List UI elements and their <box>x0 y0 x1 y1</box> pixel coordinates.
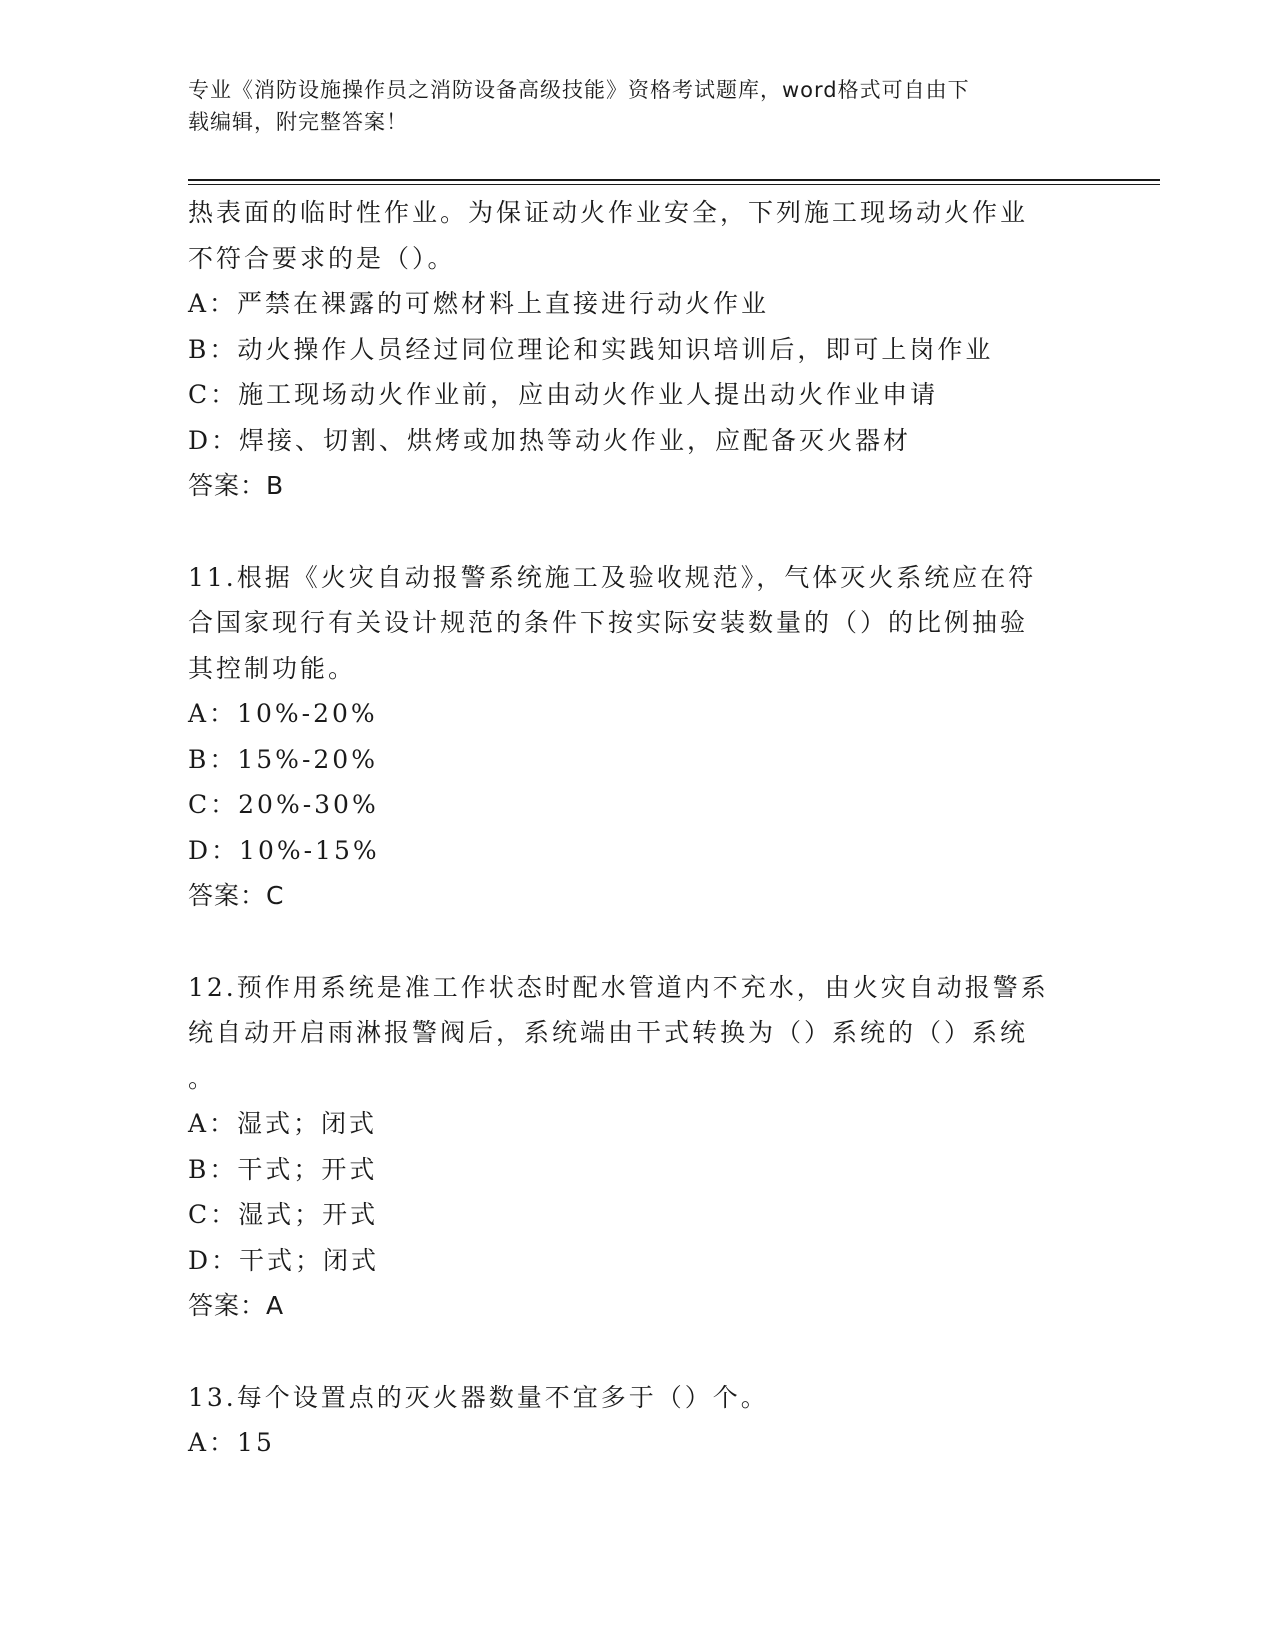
question-13 <box>188 1375 1088 1466</box>
option-c: C：湿式；开式 <box>188 1200 379 1229</box>
option-c: C：施工现场动火作业前，应由动火作业人提出动火作业申请 <box>188 380 939 409</box>
option-b: B：干式；开式 <box>188 1154 378 1184</box>
question-11 <box>188 555 1088 919</box>
answer-line: 答案：C <box>188 881 285 910</box>
page-header <box>188 74 1068 138</box>
option-d: D：10%-15% <box>188 835 380 865</box>
question-text-line: 其控制功能。 <box>188 653 357 683</box>
spacer <box>188 509 1088 555</box>
option-d: D：干式；闭式 <box>188 1245 380 1275</box>
question-text-line: 12.预作用系统是准工作状态时配水管道内不充水，由火灾自动报警系 <box>188 972 1049 1002</box>
question-text-line: 11.根据《火灾自动报警系统施工及验收规范》，气体灭火系统应在符 <box>188 562 1037 592</box>
option-b: B：15%-20% <box>188 744 378 774</box>
spacer <box>188 919 1088 965</box>
header-line-1: 专业《消防设施操作员之消防设备高级技能》资格考试题库，word格式可自由下 <box>188 78 970 102</box>
question-text-line: 13.每个设置点的灭火器数量不宜多于（）个。 <box>188 1382 769 1412</box>
option-a: A：湿式；闭式 <box>188 1109 378 1138</box>
question-text-line: 。 <box>188 1063 217 1093</box>
spacer <box>188 1329 1088 1375</box>
option-b: B：动火操作人员经过同位理论和实践知识培训后，即可上岗作业 <box>188 334 994 364</box>
question-text-line: 热表面的临时性作业。为保证动火作业安全，下列施工现场动火作业 <box>188 198 1029 227</box>
question-10 <box>188 190 1088 509</box>
header-line-2: 载编辑，附完整答案！ <box>188 110 408 134</box>
option-c: C：20%-30% <box>188 790 379 819</box>
question-text-line: 不符合要求的是（）。 <box>188 243 456 273</box>
answer-line: 答案：A <box>188 1291 285 1320</box>
question-12 <box>188 965 1088 1329</box>
option-d: D：焊接、切割、烘烤或加热等动火作业，应配备灭火器材 <box>188 425 912 455</box>
answer-line: 答案：B <box>188 471 285 500</box>
question-list <box>188 190 1088 1466</box>
option-a: A：15 <box>188 1428 275 1457</box>
option-a: A：10%-20% <box>188 699 378 728</box>
option-a: A：严禁在裸露的可燃材料上直接进行动火作业 <box>188 289 770 318</box>
header-divider-thick <box>188 179 1160 181</box>
header-divider-thin <box>188 184 1160 185</box>
question-text-line: 统自动开启雨淋报警阀后，系统端由干式转换为（）系统的（）系统 <box>188 1018 1029 1047</box>
question-text-line: 合国家现行有关设计规范的条件下按实际安装数量的（）的比例抽验 <box>188 608 1029 637</box>
